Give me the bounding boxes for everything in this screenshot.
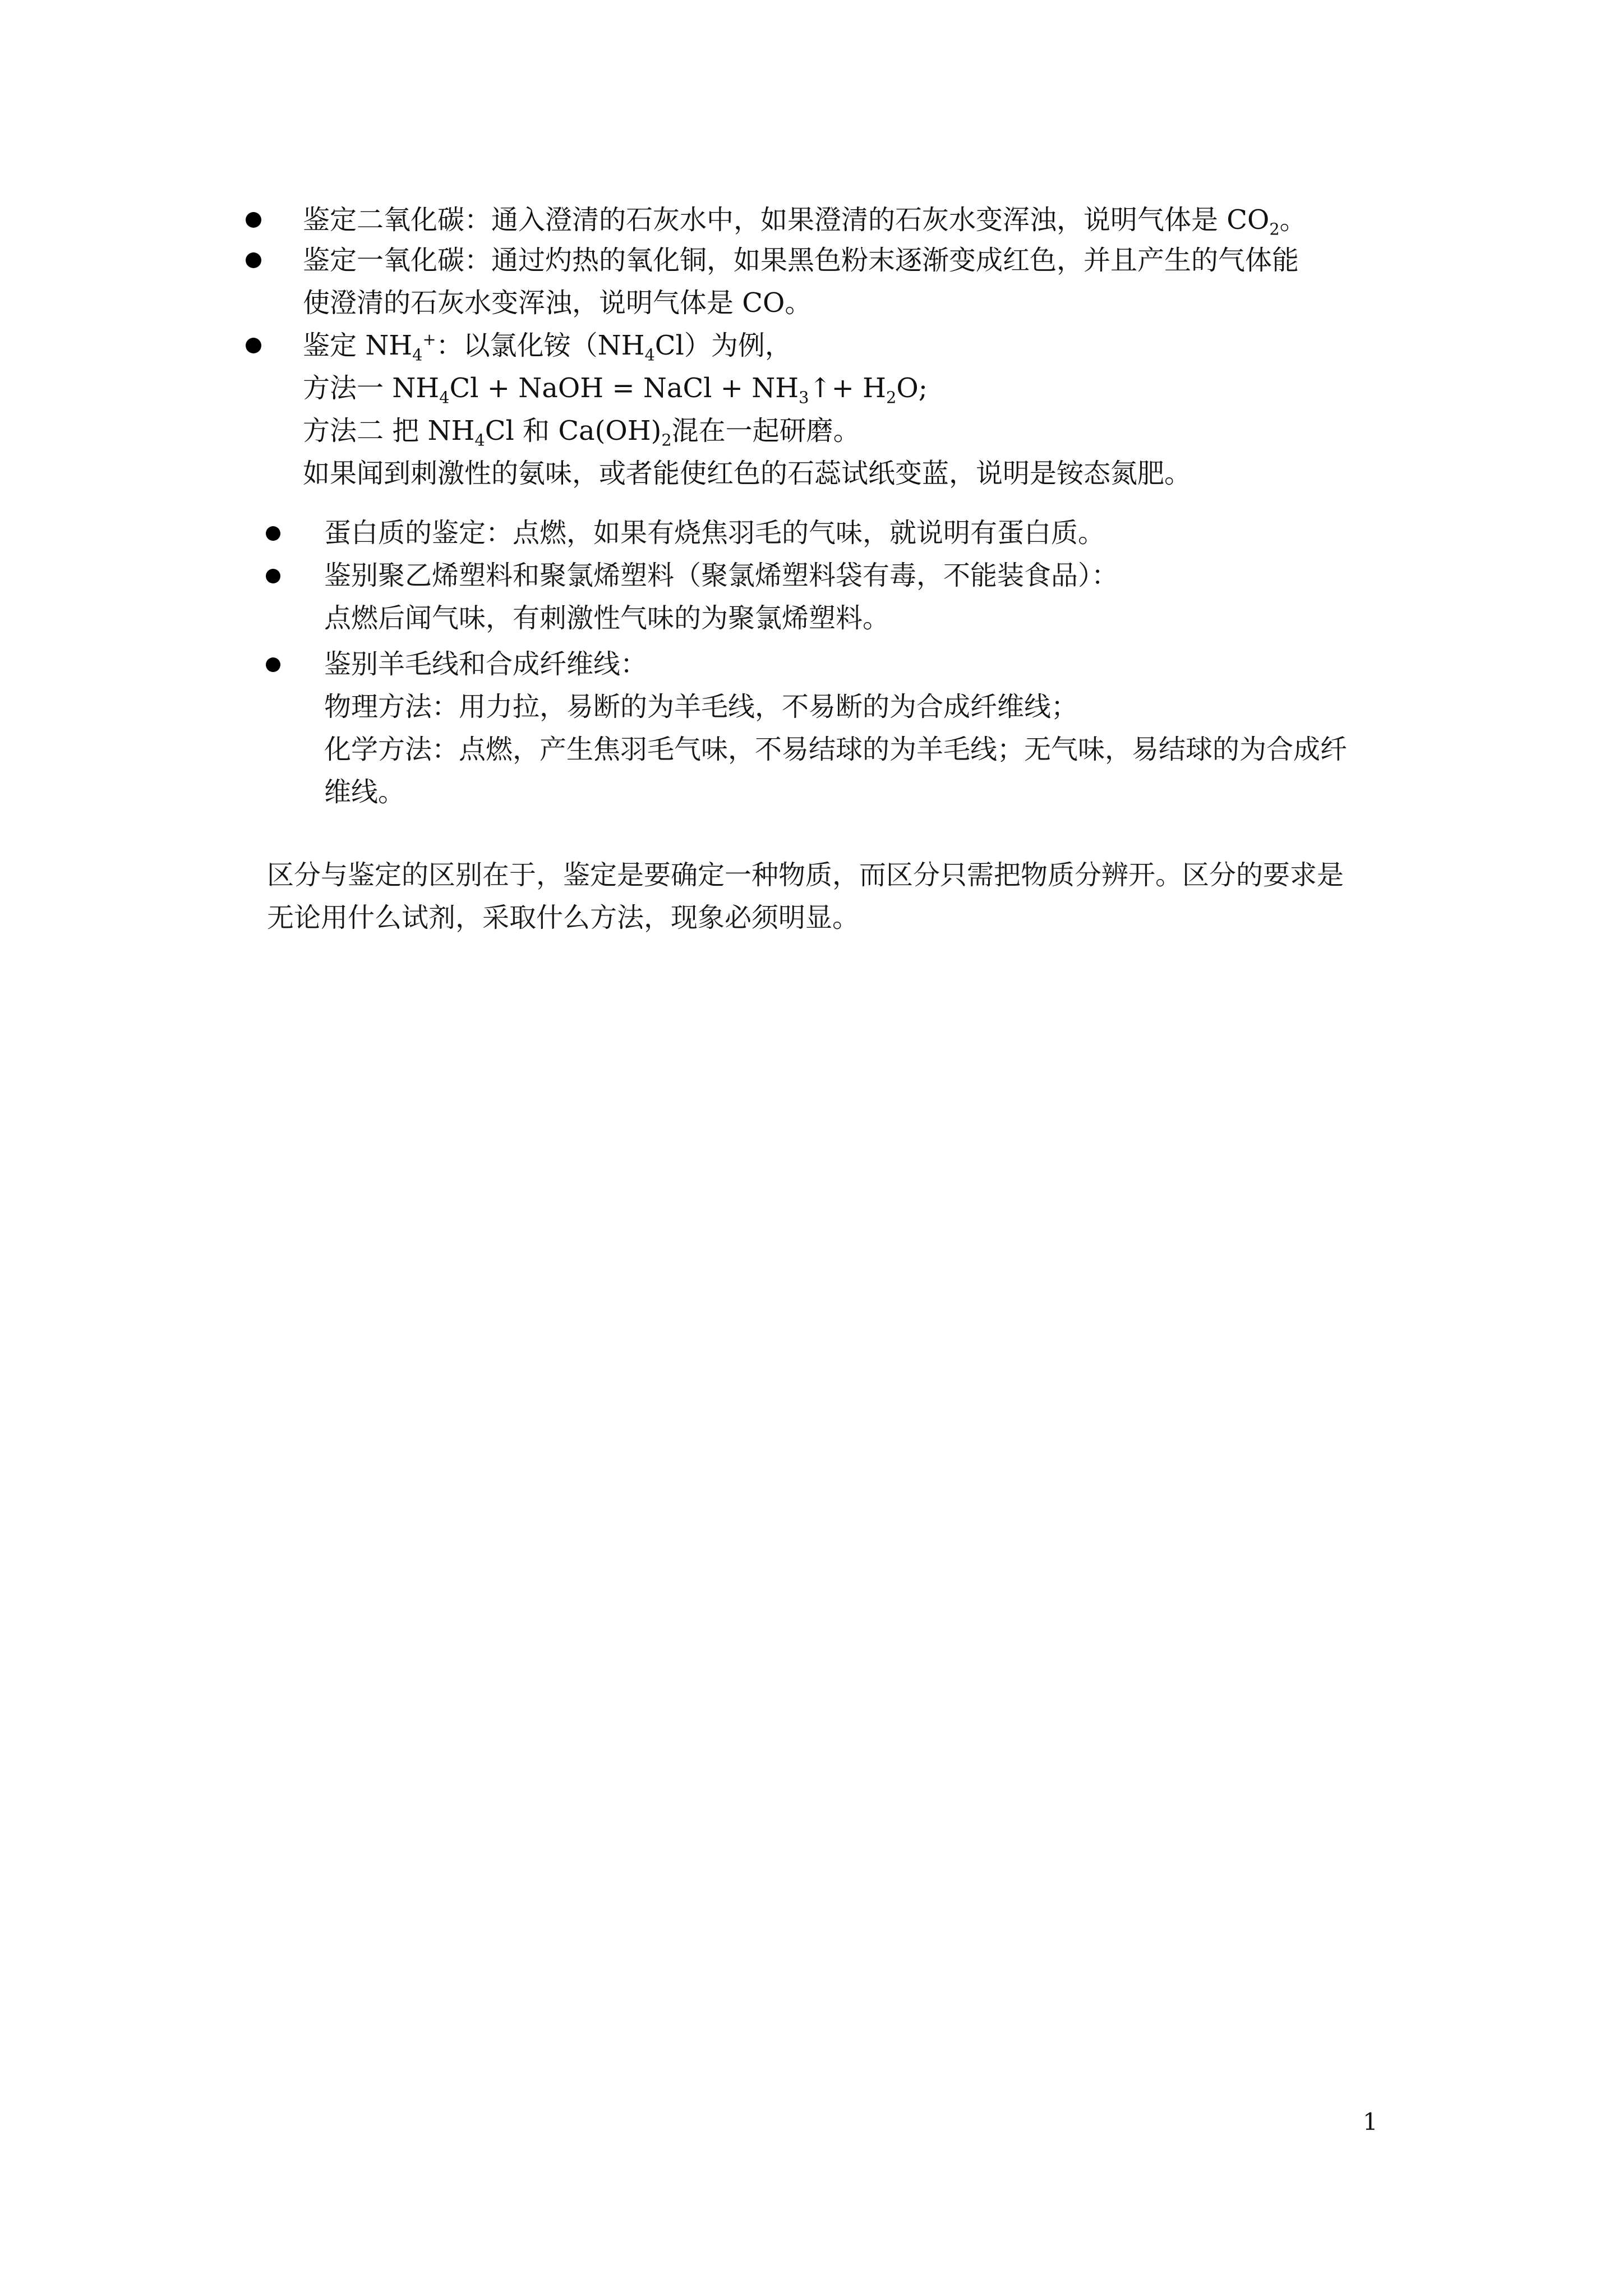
bullet-icon [246, 252, 261, 268]
co2-text: 鉴定二氧化碳：通入澄清的石灰水中，如果澄清的石灰水变浑浊，说明气体是 $CO_2$。 [303, 204, 1307, 239]
co-text-line1: 鉴定一氧化碳：通过灼热的氧化铜，如果黑色粉末逐渐变成红色，并且产生的气体能 [303, 245, 1299, 276]
wool-physical-method: 物理方法：用力拉，易断的为羊毛线，不易断的为合成纤维线； [324, 691, 1078, 723]
wool-chemical-method: 化学方法：点燃，产生焦羽毛气味，不易结球的为羊毛线；无气味，易结球的为合成纤 [324, 734, 1348, 765]
plastic-text-line1: 鉴别聚乙烯塑料和聚氯烯塑料（聚氯烯塑料袋有毒，不能装食品）： [324, 560, 1119, 591]
nh4-heading: 鉴定 $NH_4^+$：以氯化铵$(NH_4Cl)$为例， [303, 330, 792, 365]
plastic-text-line2: 点燃后闻气味，有刺激性气味的为聚氯烯塑料。 [324, 602, 890, 634]
method-two: 方法二 把 $NH_4Cl$ 和 $Ca(OH)_2$混在一起研磨。 [303, 415, 860, 450]
summary-line2: 无论用什么试剂，采取什么方法，现象必须明显。 [267, 902, 860, 933]
summary-line1: 区分与鉴定的区别在于，鉴定是要确定一种物质，而区分只需把物质分辨开。区分的要求是 [267, 859, 1344, 891]
bullet-icon [266, 569, 280, 583]
bullet-icon [246, 338, 261, 353]
wool-title: 鉴别羊毛线和合成纤维线： [324, 648, 648, 680]
co-text-line2: 使澄清的石灰水变浑浊，说明气体是 CO。 [303, 287, 812, 319]
nh4-conclusion: 如果闻到刺激性的氨味，或者能使红色的石蕊试纸变蓝，说明是铵态氮肥。 [303, 458, 1192, 489]
bullet-icon [266, 526, 280, 541]
bullet-icon [266, 657, 280, 672]
wool-chemical-method-end: 维线。 [324, 776, 405, 808]
bullet-icon [246, 212, 261, 228]
protein-text: 蛋白质的鉴定：点燃，如果有烧焦羽毛的气味，就说明有蛋白质。 [324, 517, 1105, 549]
method-one: 方法一 $NH_4Cl$ + NaOH = NaCl + $NH_3↑+ H_2O$; [303, 372, 928, 407]
page-number: 1 [1363, 2108, 1378, 2136]
